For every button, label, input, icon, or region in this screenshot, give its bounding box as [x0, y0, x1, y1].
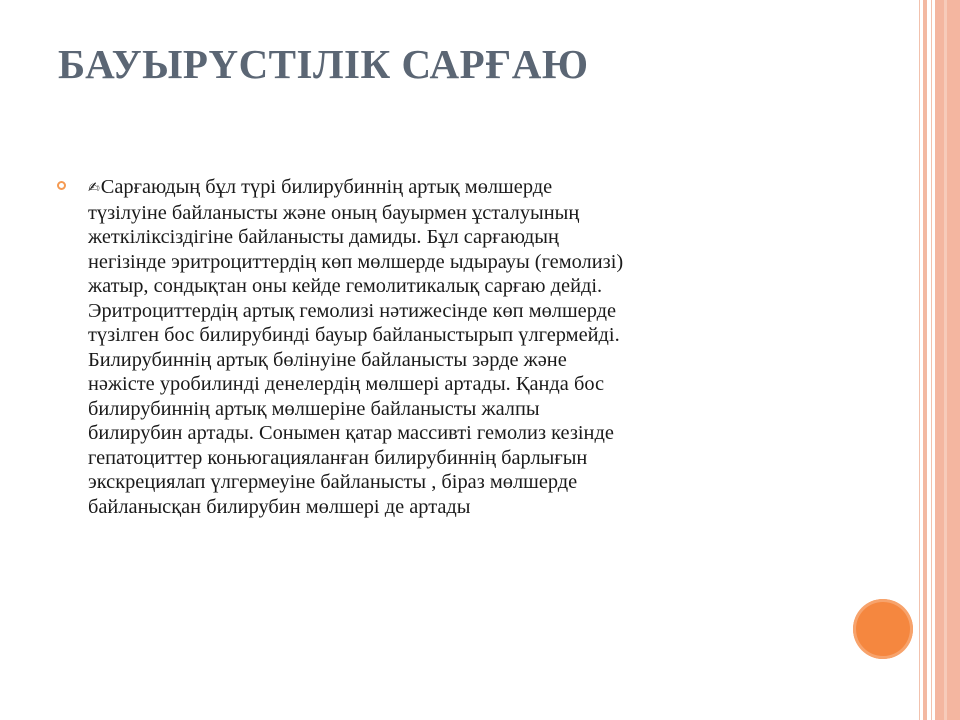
side-stripe	[923, 0, 927, 720]
text-line: Билирубиннің артық бөлінуіне байланысты зәрде және	[88, 348, 567, 371]
text-line: гепатоциттер коньюгацияланған билирубиннің барлығын	[88, 446, 588, 469]
text-line: билирубиннің артық мөлшеріне байланысты жалпы	[88, 397, 540, 420]
bullet-text	[88, 175, 848, 519]
side-stripe	[931, 0, 932, 720]
side-stripe	[919, 0, 920, 720]
text-line: байланысқан билирубин мөлшері де артады	[88, 495, 471, 518]
text-line: негізінде эритроциттердің көп мөлшерде ыдырауы (гемолизі)	[88, 250, 624, 273]
text-line: Эритроциттердің артық гемолизі нәтижесінде көп мөлшерде	[88, 299, 617, 322]
text-line	[88, 175, 848, 201]
text-line: жеткіліксіздігіне байланысты дамиды. Бұл сарғаюдың	[88, 226, 559, 248]
text-line: экскрециялап үлгермеуіне байланысты , біраз мөлшерде	[88, 471, 578, 493]
orange-circle-icon	[853, 599, 913, 659]
text-line-content: Сарғаюдың бұл түрі билирубиннің артық мөлшерде	[100, 176, 553, 198]
text-line: түзілуіне байланысты және оның бауырмен ұсталуының	[88, 201, 580, 224]
slide-title: БАУЫРҮСТІЛІК САРҒАЮ	[58, 41, 589, 87]
text-line: билирубин артады. Сонымен қатар массивті гемолиз кезінде	[88, 422, 614, 444]
side-stripe	[935, 0, 960, 720]
side-stripe	[944, 0, 947, 720]
text-line: нәжісте уробилинді денелердің мөлшері артады. Қанда бос	[88, 373, 605, 395]
bullet-circle-icon	[57, 181, 66, 190]
text-line: түзілген бос билирубинді бауыр байланыстырып үлгермейді.	[88, 324, 620, 346]
writing-hand-icon: ✍	[88, 180, 100, 196]
text-line: жатыр, сондықтан оны кейде гемолитикалық сарғаю дейді.	[88, 275, 603, 297]
